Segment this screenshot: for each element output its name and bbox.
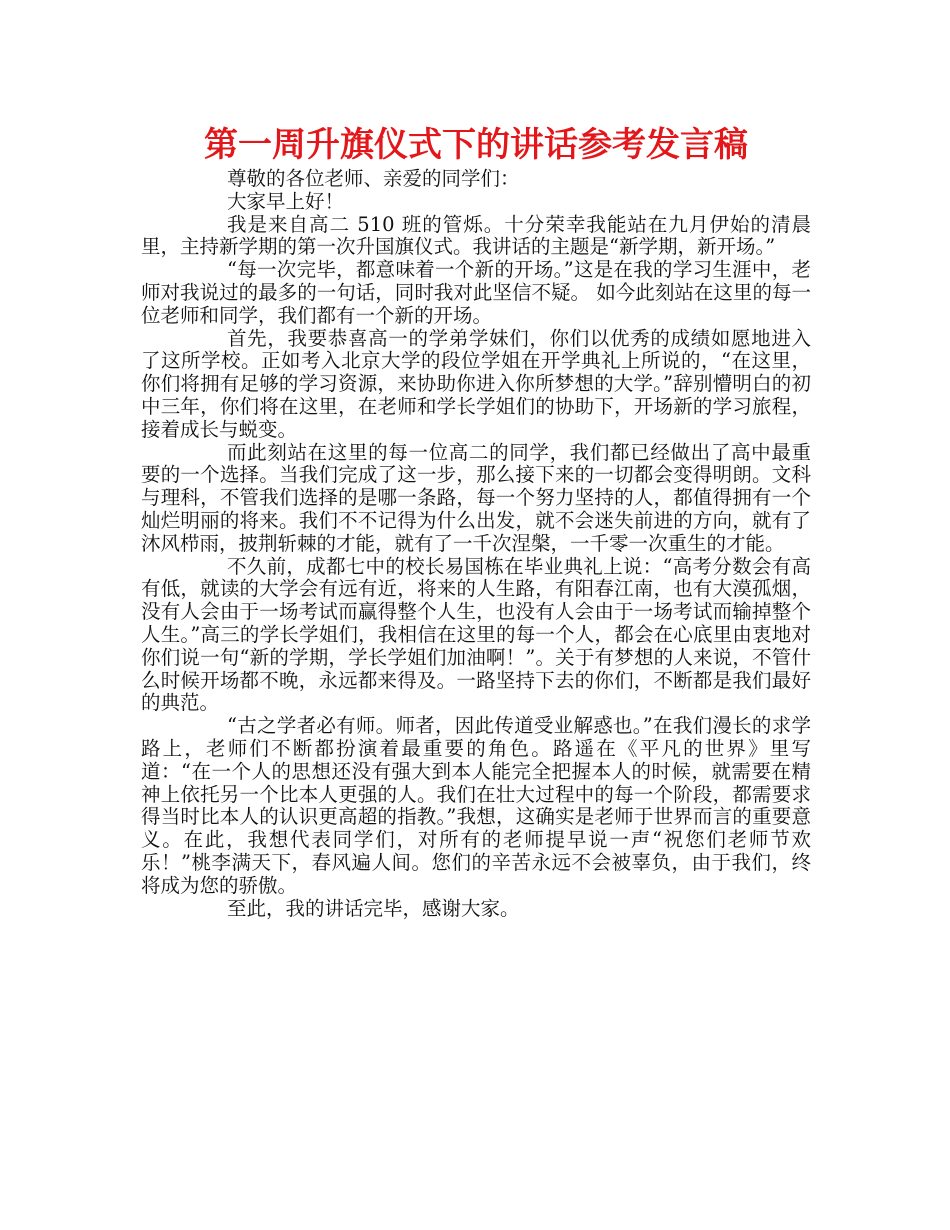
paragraph: 我是来自高二 510 班的管烁。十分荣幸我能站在九月伊始的清晨里，主持新学期的第一次升国旗仪式。我讲话的主题是“新学期，新开场。” xyxy=(141,212,811,259)
closing: 至此，我的讲话完毕，感谢大家。 xyxy=(227,896,520,920)
document-page xyxy=(141,122,811,920)
greeting: 大家早上好！ xyxy=(227,189,345,213)
paragraph: “每一次完毕，都意味着一个新的开场。”这是在我的学习生涯中，老师对我说过的最多的一句话，同时我对此坚信不疑。 如今此刻站在这里的每一位老师和同学，我们都有一个新的开场。 xyxy=(141,258,811,327)
paragraph: “古之学者必有师。师者，因此传道受业解惑也。”在我们漫长的求学路上，老师们不断都扮演着最重要的角色。路遥在《平凡的世界》里写道：“在一个人的思想还没有强大到本人能完全把握本人的时候，就需要在精神上依托另一个比本人更强的人。我们在壮大过程中的每一个阶段，都需要求得当时比本人的认识更高超的指教。”我想，这确实是老师于世界而言的重要意义。在此，我想代表同学们，对所有的老师提早说一声“祝您们老师节欢乐！”桃李满天下，春风遍人间。您们的辛苦永远不会被辜负，由于我们，终将成为您的骄傲。 xyxy=(141,714,811,897)
salutation: 尊敬的各位老师、亲爱的同学们： xyxy=(227,167,520,190)
paragraph: 而此刻站在这里的每一位高二的同学，我们都已经做出了高中最重要的一个选择。当我们完成了这一步，那么接下来的一切都会变得明朗。文科与理科，不管我们选择的是哪一条路，每一个努力坚持的人，都值得拥有一个灿烂明丽的将来。我们不不记得为什么出发，就不会迷失前进的方向，就有了沐风栉雨，披荆斩棘的才能，就有了一千次涅槃，一千零一次重生的才能。 xyxy=(141,440,811,555)
document-body xyxy=(141,168,811,920)
document-title: 第一周升旗仪式下的讲话参考发言稿 xyxy=(204,125,748,165)
paragraph: 首先，我要恭喜高一的学弟学妹们，你们以优秀的成绩如愿地进入了这所学校。正如考入北京大学的段位学姐在开学典礼上所说的，“在这里，你们将拥有足够的学习资源，来协助你进入你所梦想的大学。”辞别懵明白的初中三年，你们将在这里，在老师和学长学姐们的协助下，开场新的学习旅程，接着成长与蜕变。 xyxy=(141,326,811,441)
paragraph: 不久前，成都七中的校长易国栋在毕业典礼上说：“高考分数会有高有低，就读的大学会有远有近，将来的人生路，有阳春江南，也有大漠孤烟，没有人会由于一场考试而赢得整个人生，也没有人会由于一场考试而输掉整个人生。”高三的学长学姐们，我相信在这里的每一个人，都会在心底里由衷地对你们说一句“新的学期，学长学姐们加油啊！”。关于有梦想的人来说，不管什么时候开场都不晚，永远都来得及。一路坚持下去的你们，不断都是我们最好的典范。 xyxy=(141,554,811,715)
